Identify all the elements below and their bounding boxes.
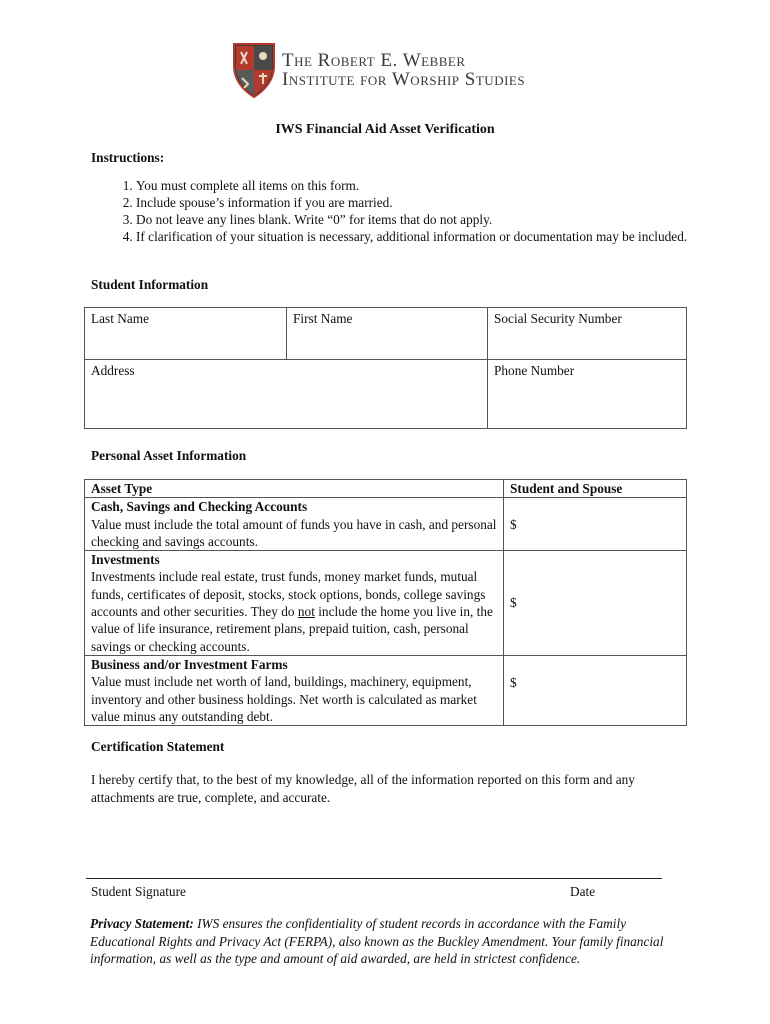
first-name-field[interactable] <box>287 308 488 360</box>
last-name-field[interactable] <box>85 308 287 360</box>
asset-description: Value must include the total amount of funds you have in cash, and personal checking and savings accounts. <box>91 516 497 549</box>
instruction-item: 3. Do not leave any lines blank. Write “0” for items that do not apply. <box>136 211 716 228</box>
asset-cell <box>85 551 504 656</box>
asset-type-header: Asset Type <box>85 480 504 498</box>
asset-description <box>91 568 497 654</box>
phone-field[interactable] <box>488 360 687 429</box>
certification-text: I hereby certify that, to the best of my knowledge, all of the information reported on this form and any attachments are true, complete, and accurate. <box>91 772 635 805</box>
instructions-list <box>92 177 716 245</box>
asset-name: Investments <box>91 552 160 568</box>
date-label: Date <box>570 884 596 899</box>
asset-table <box>84 479 687 726</box>
address-label: Address <box>91 363 135 378</box>
ssn-field[interactable] <box>488 308 687 360</box>
asset-cell <box>85 655 504 725</box>
instruction-item: 2. Include spouse’s information if you are married. <box>136 194 716 211</box>
document-title: IWS Financial Aid Asset Verification <box>275 122 495 137</box>
signature-line[interactable] <box>86 878 662 879</box>
logo-text <box>282 51 525 89</box>
table-row <box>85 655 687 725</box>
institute-logo <box>232 40 552 100</box>
asset-value-field[interactable] <box>504 498 687 551</box>
asset-value-field[interactable] <box>504 655 687 725</box>
last-name-label: Last Name <box>91 311 149 326</box>
dollar-sign: $ <box>510 595 517 611</box>
dollar-sign: $ <box>510 516 517 532</box>
ssn-label: Social Security Number <box>494 311 622 326</box>
logo-line-1: The Robert E. Webber <box>282 50 466 71</box>
signature-label: Student Signature <box>91 884 186 899</box>
student-spouse-header: Student and Spouse <box>504 480 687 498</box>
asset-description-part: Investments include real estate, trust funds, money market funds, mutual funds, certificates of deposit, stocks, stock options, bonds, college savings accounts and other securities. They do <box>91 569 486 620</box>
personal-asset-heading: Personal Asset Information <box>91 448 247 463</box>
asset-cell <box>85 498 504 551</box>
address-field[interactable] <box>85 360 488 429</box>
asset-name: Cash, Savings and Checking Accounts <box>91 499 308 515</box>
student-info-table <box>84 307 687 429</box>
instructions-heading: Instructions: <box>91 150 165 165</box>
privacy-label: Privacy Statement: <box>90 916 194 931</box>
certification-heading: Certification Statement <box>91 739 225 754</box>
asset-description-part: include the home you live in, the value of life insurance, retirement plans, prepaid tuition, cash, personal savings or checking accounts. <box>91 604 493 654</box>
table-row <box>85 498 687 551</box>
phone-label: Phone Number <box>494 363 575 378</box>
asset-value-field[interactable] <box>504 551 687 656</box>
underlined-not: not <box>297 604 315 620</box>
asset-name: Business and/or Investment Farms <box>91 656 288 672</box>
dollar-sign: $ <box>510 674 517 690</box>
asset-description: Value must include net worth of land, buildings, machinery, equipment, inventory and other business holdings. Net worth is calculated as market value minus any outstanding debt. <box>91 674 477 724</box>
instruction-item: 4. If clarification of your situation is necessary, additional information or documentation may be included. <box>136 228 716 245</box>
privacy-statement <box>90 915 670 968</box>
table-row <box>85 551 687 656</box>
privacy-text: IWS ensures the confidentiality of student records in accordance with the Family Educational Rights and Privacy Act (FERPA), also known as the Buckley Amendment. Your family financial information, as well as the type and amount of aid awarded, are held in strictest confidence. <box>90 916 664 966</box>
instruction-item: 1. You must complete all items on this form. <box>136 177 716 194</box>
first-name-label: First Name <box>293 311 353 326</box>
logo-line-2: Institute for Worship Studies <box>282 69 526 90</box>
shield-crest-icon <box>232 40 276 98</box>
student-info-heading: Student Information <box>91 277 209 292</box>
